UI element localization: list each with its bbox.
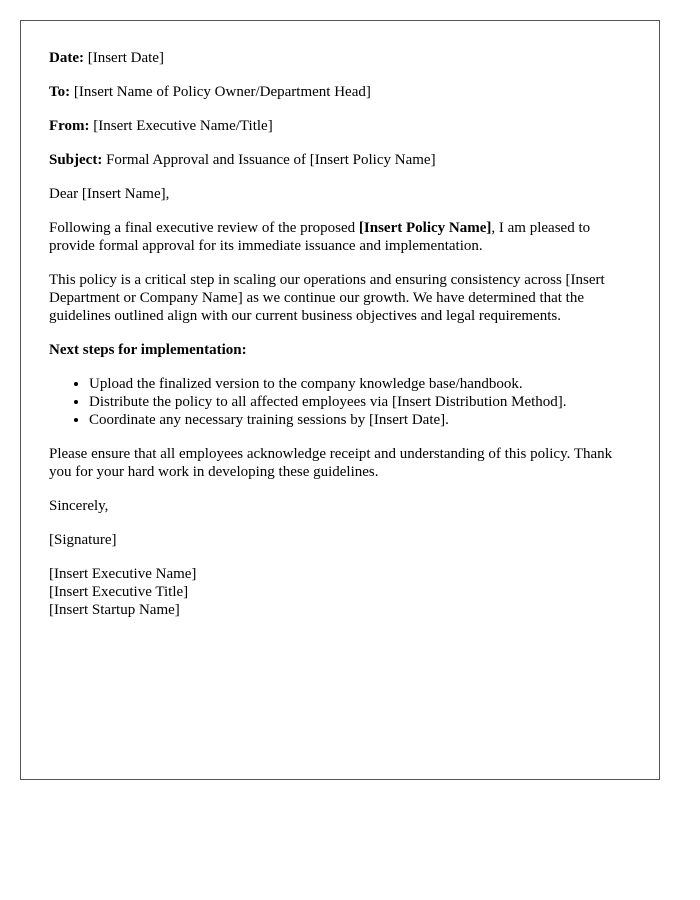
signature-block bbox=[49, 565, 631, 619]
to-line bbox=[49, 83, 631, 101]
list-item: • Coordinate any necessary training sessions by [Insert Date]. bbox=[89, 411, 631, 429]
executive-title: [Insert Executive Title] bbox=[49, 584, 189, 600]
date-label: Date: bbox=[49, 50, 84, 66]
to-label: To: bbox=[49, 84, 71, 100]
from-label: From: bbox=[49, 118, 90, 134]
approval-text-end: , I am pleased to provide formal approval for its immediate issuance and implementation. bbox=[49, 220, 591, 254]
from-value: [Insert Executive Name/Title] bbox=[93, 118, 273, 134]
closing: Sincerely, bbox=[49, 498, 109, 514]
date-line bbox=[49, 49, 631, 67]
acknowledgement-paragraph: Please ensure that all employees acknowledge receipt and understanding of this policy. Thank you for your hard work in developing these guidelines. bbox=[49, 446, 613, 480]
startup-name: [Insert Startup Name] bbox=[49, 602, 180, 618]
signature-placeholder: [Signature] bbox=[49, 532, 117, 548]
list-item: • Upload the finalized version to the company knowledge base/handbook. bbox=[89, 375, 631, 393]
from-line bbox=[49, 117, 631, 135]
policy-context-paragraph: This policy is a critical step in scaling our operations and ensuring consistency across [Insert Department or Company Name] as we continue our growth. We have determined that the guidelines outlined align with our current business objectives and legal requirements. bbox=[49, 272, 605, 324]
approval-text-start: Following a final executive review of the proposed bbox=[49, 220, 359, 236]
approval-paragraph bbox=[49, 219, 631, 255]
policy-name-bold: [Insert Policy Name] bbox=[358, 220, 492, 236]
next-steps-heading-text: Next steps for implementation: bbox=[49, 342, 247, 358]
subject-line bbox=[49, 151, 631, 169]
executive-name: [Insert Executive Name] bbox=[49, 566, 197, 582]
to-value: [Insert Name of Policy Owner/Department Head] bbox=[73, 84, 371, 100]
subject-label: Subject: bbox=[49, 152, 103, 168]
letter-page bbox=[20, 20, 660, 780]
subject-value: Formal Approval and Issuance of [Insert Policy Name] bbox=[106, 152, 436, 168]
salutation: Dear [Insert Name], bbox=[49, 186, 170, 202]
next-steps-list bbox=[49, 375, 631, 429]
date-value: [Insert Date] bbox=[87, 50, 164, 66]
next-steps-heading bbox=[49, 341, 631, 359]
list-item: • Distribute the policy to all affected employees via [Insert Distribution Method]. bbox=[89, 393, 631, 411]
